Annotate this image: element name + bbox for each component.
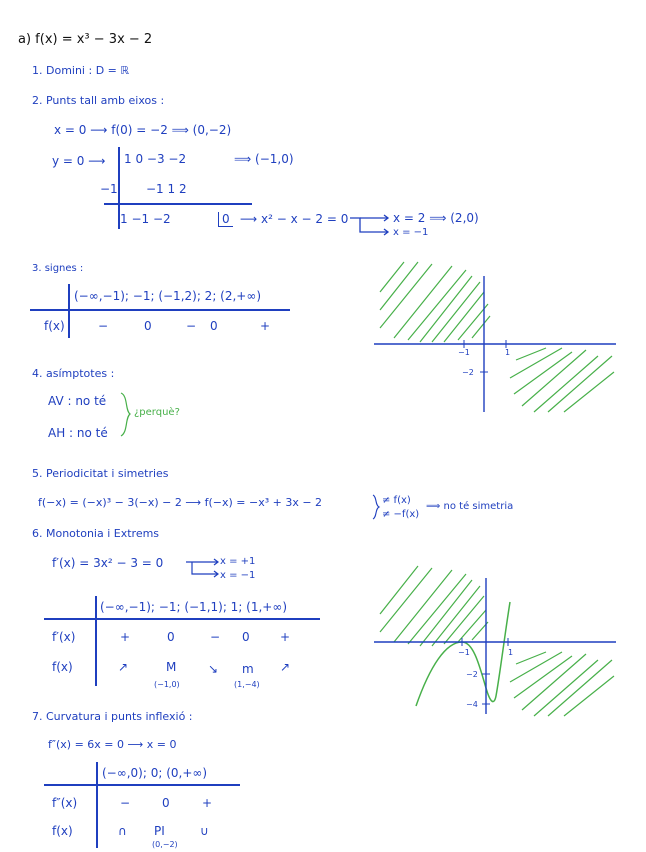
ruffini-horizontal-line [104, 203, 252, 205]
monotony-row1-label: f′(x) [52, 630, 76, 644]
sign-row-label: f(x) [44, 319, 65, 333]
second-derivative: f″(x) = 6x = 0 ⟶ x = 0 [48, 738, 177, 751]
sign-regions-graph [372, 252, 632, 422]
derivative-sign: 0 [242, 630, 250, 644]
first-derivative: f′(x) = 3x² − 3 = 0 [52, 556, 164, 570]
monotony-row2-label: f(x) [52, 660, 73, 674]
monotony-table-horizontal [44, 618, 320, 620]
symmetry-brace [372, 494, 380, 520]
maximum-point: (−1,0) [154, 680, 180, 689]
ruffini-row-2: −1 1 2 [146, 182, 187, 196]
derivative-sign: + [120, 630, 131, 644]
ruffini-remainder: 0 [218, 212, 233, 227]
horizontal-asymptote: AH : no té [48, 426, 108, 440]
not-equal-f: ≠ f(x) [382, 495, 411, 506]
ruffini-divisor: −1 [100, 182, 118, 196]
graph1-tick-minus1: −1 [458, 348, 470, 357]
sign-cell: 0 [210, 319, 218, 333]
second-derivative-sign: 0 [162, 796, 170, 810]
sign-cell: + [260, 319, 271, 333]
sign-table-vertical [68, 284, 70, 338]
root-2: x = −1 [393, 227, 429, 238]
monotony-behavior: ↗ [280, 660, 291, 674]
derivative-sign: 0 [167, 630, 175, 644]
question-note: ¿perquè? [134, 407, 180, 418]
function-sketch-graph [372, 556, 632, 726]
symmetry-expression: f(−x) = (−x)³ − 3(−x) − 2 ⟶ f(−x) = −x³ + 3x − 2 [38, 496, 323, 509]
curvature-row1-label: f″(x) [52, 796, 78, 810]
quadratic-equation: ⟶ x² − x − 2 = 0 [240, 212, 349, 226]
graph2-tick-minus4: −4 [466, 700, 478, 709]
inflection-point: (0,−2) [152, 840, 178, 849]
minimum-point: (1,−4) [234, 680, 260, 689]
graph1-tick-minus2: −2 [462, 368, 474, 377]
symmetry-conclusion: ⟹ no té simetria [426, 501, 514, 512]
y-zero-label: y = 0 ⟶ [52, 154, 106, 168]
ruffini-root-result: ⟹ (−1,0) [234, 152, 294, 166]
curvature-behavior: PI [154, 824, 165, 838]
graph2-tick-minus1: −1 [458, 648, 470, 657]
domain-line: 1. Domini : D = ℝ [32, 64, 130, 77]
curvature-table-vertical [96, 762, 98, 848]
critical-point-2: x = −1 [220, 570, 256, 581]
graph2-tick-1: 1 [508, 648, 514, 657]
curvature-table-horizontal [44, 784, 240, 786]
monotony-behavior: m [242, 662, 254, 676]
section-2-heading: 2. Punts tall amb eixos : [32, 94, 165, 107]
monotony-intervals: (−∞,−1); −1; (−1,1); 1; (1,+∞) [100, 600, 288, 614]
section-7-heading: 7. Curvatura i punts inflexió : [32, 710, 193, 723]
curvature-row2-label: f(x) [52, 824, 73, 838]
curvature-behavior: ∪ [200, 824, 209, 838]
ruffini-row-3: 1 −1 −2 [120, 212, 171, 226]
section-4-heading: 4. asímptotes : [32, 367, 115, 380]
sign-cell: − [186, 319, 197, 333]
monotony-behavior: ↘ [208, 662, 219, 676]
critical-point-1: x = +1 [220, 556, 256, 567]
derivative-sign: − [210, 630, 221, 644]
vertical-asymptote: AV : no té [48, 394, 107, 408]
curvature-behavior: ∩ [118, 824, 127, 838]
x-intercept-line: x = 0 ⟶ f(0) = −2 ⟹ (0,−2) [54, 123, 232, 137]
sign-intervals: (−∞,−1); −1; (−1,2); 2; (2,+∞) [74, 289, 262, 303]
not-equal-minus-f: ≠ −f(x) [382, 509, 420, 520]
ruffini-row-1: 1 0 −3 −2 [124, 152, 187, 166]
monotony-behavior: M [166, 660, 177, 674]
exercise-title: a) f(x) = x³ − 3x − 2 [18, 32, 153, 47]
root-1: x = 2 ⟹ (2,0) [393, 211, 479, 225]
sign-table-horizontal [30, 309, 290, 311]
sign-cell: 0 [144, 319, 152, 333]
section-3-heading: 3. signes : [32, 263, 84, 274]
graph1-tick-1: 1 [505, 348, 511, 357]
sign-cell: − [98, 319, 109, 333]
second-derivative-sign: + [202, 796, 213, 810]
curvature-intervals: (−∞,0); 0; (0,+∞) [102, 766, 208, 780]
derivative-sign: + [280, 630, 291, 644]
second-derivative-sign: − [120, 796, 131, 810]
monotony-table-vertical [95, 596, 97, 686]
section-5-heading: 5. Periodicitat i simetries [32, 467, 169, 480]
graph2-tick-minus2: −2 [466, 670, 478, 679]
asymptote-brace [120, 392, 132, 438]
monotony-behavior: ↗ [118, 660, 129, 674]
section-6-heading: 6. Monotonia i Extrems [32, 527, 160, 540]
